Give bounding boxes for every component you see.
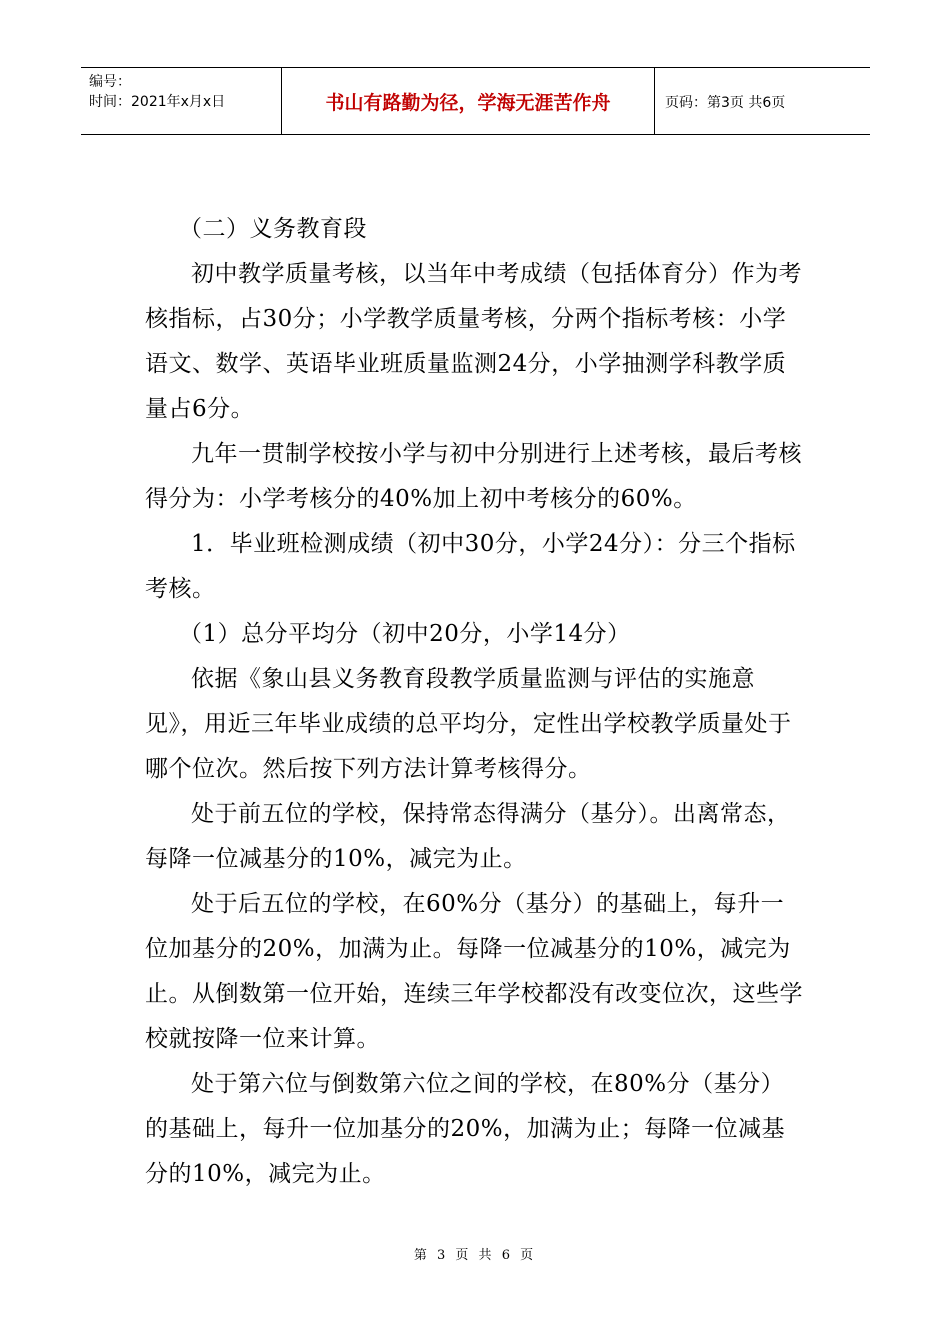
header-meta	[89, 72, 225, 112]
page-header	[81, 67, 870, 135]
paragraph: 初中教学质量考核，以当年中考成绩（包括体育分）作为考核指标，占30分；小学教学质量考核，分两个指标考核：小学语文、数学、英语毕业班质量监测24分，小学抽测学科教学质量占6分。	[145, 261, 802, 422]
header-number-label: 编号：	[89, 74, 131, 90]
section-title: （二）义务教育段	[179, 216, 367, 242]
header-page-info: 页码：第3页 共6页	[665, 95, 786, 111]
paragraph: 处于前五位的学校，保持常态得满分（基分）。出离常态，每降一位减基分的10%，减完为止。	[145, 801, 791, 872]
header-divider	[654, 68, 655, 134]
header-time-label: 时间：2021年x月x日	[89, 94, 226, 110]
document-body	[145, 207, 807, 1197]
paragraph: 1．毕业班检测成绩（初中30分，小学24分）：分三个指标考核。	[145, 531, 796, 602]
paragraph: 九年一贯制学校按小学与初中分别进行上述考核，最后考核得分为：小学考核分的40%加上初中考核分的60%。	[145, 441, 802, 512]
header-motto: 书山有路勤为径，学海无涯苦作舟	[325, 92, 611, 114]
paragraph: 依据《象山县义务教育段教学质量监测与评估的实施意见》，用近三年毕业成绩的总平均分，定性出学校教学质量处于哪个位次。然后按下列方法计算考核得分。	[145, 666, 792, 782]
page-footer: 第 3 页 共 6 页	[413, 1248, 537, 1263]
paragraph: 处于第六位与倒数第六位之间的学校，在80%分（基分）的基础上，每升一位加基分的20%，加满为止；每降一位减基分的10%，减完为止。	[145, 1071, 786, 1187]
paragraph: 处于后五位的学校，在60%分（基分）的基础上，每升一位加基分的20%，加满为止。每降一位减基分的10%，减完为止。从倒数第一位开始，连续三年学校都没有改变位次，这些学校就按降一位来计算。	[145, 891, 803, 1052]
subsection-title: （1）总分平均分（初中20分，小学14分）	[179, 621, 631, 647]
